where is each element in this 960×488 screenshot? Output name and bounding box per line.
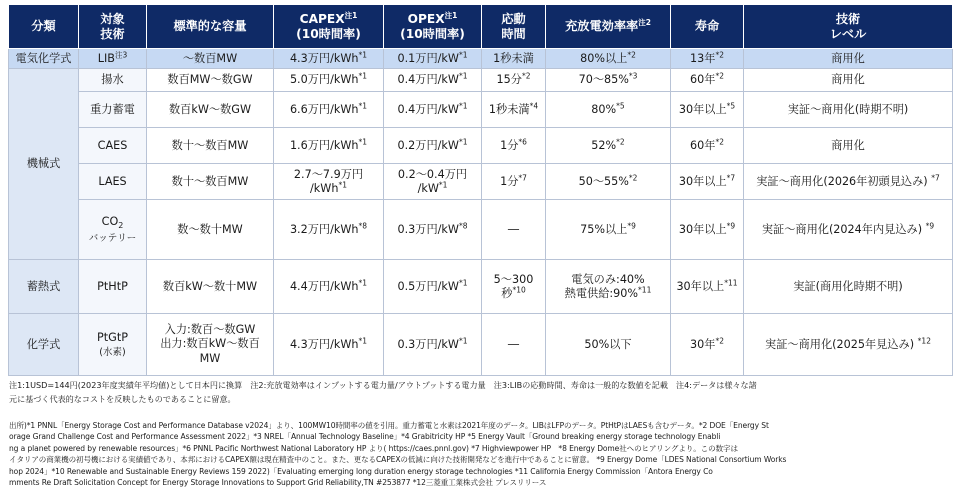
capex-cell: 1.6万円/kWh$^{*1}$ — [274, 128, 384, 164]
tech-cell: CAES — [79, 128, 147, 164]
capacity-cell: 数百kW～数GW — [147, 92, 274, 128]
lifetime-cell: 30年以上$^{*7}$ — [671, 164, 744, 200]
response-cell: ― — [482, 314, 546, 376]
note-line: 注1:1USD=144円(2023年度実績年平均値)として日本円に換算 注2:充放電効率はインプットする電力量/アウトプットする電力量 注3:LIBの応動時間、寿命は一般的な数値を記載 注4:データは様々な諸 — [9, 380, 757, 390]
capex-cell: 6.6万円/kWh$^{*1}$ — [274, 92, 384, 128]
capex-cell: 4.4万円/kWh$^{*1}$ — [274, 260, 384, 314]
lifetime-cell: 60年$^{*2}$ — [671, 69, 744, 92]
header-capacity: 標準的な容量 — [147, 5, 274, 49]
efficiency-cell: 75%以上$^{*9}$ — [546, 200, 671, 260]
lifetime-cell: 30年以上$^{*11}$ — [671, 260, 744, 314]
header-response-time: 応動 時間 — [482, 5, 546, 49]
capex-cell: 4.3万円/kWh$^{*1}$ — [274, 314, 384, 376]
tech-cell: 重力蓄電 — [79, 92, 147, 128]
opex-cell: 0.3万円$/kW^{*8}$ — [384, 200, 482, 260]
table-notes — [9, 378, 953, 406]
efficiency-cell: 52%$^{*2}$ — [546, 128, 671, 164]
response-cell: 1秒未満$^{*4}$ — [482, 92, 546, 128]
response-cell: 5～300 秒$^{*10}$ — [482, 260, 546, 314]
opex-cell: 0.3万円$/kW^{*1}$ — [384, 314, 482, 376]
tech-cell: LIB$^{注3}$ — [79, 49, 147, 69]
lifetime-cell: 30年以上$^{*9}$ — [671, 200, 744, 260]
opex-cell: 0.4万円$/kW^{*1}$ — [384, 92, 482, 128]
header-opex: OPEX$^{注1}$ (10時間率) — [384, 5, 482, 49]
opex-cell: 0.4万円$/kW^{*1}$ — [384, 69, 482, 92]
capacity-cell: 数～数十MW — [147, 200, 274, 260]
table-row-caes — [9, 128, 953, 164]
capex-cell: 5.0万円/kWh$^{*1}$ — [274, 69, 384, 92]
capacity-cell: 入力:数百～数GW 出力:数百kW～数百 MW — [147, 314, 274, 376]
efficiency-cell: 70～85%$^{*3}$ — [546, 69, 671, 92]
table-row-ptgtp — [9, 314, 953, 376]
efficiency-cell: 80%以上$^{*2}$ — [546, 49, 671, 69]
capex-cell: 2.7～7.9万円 /kWh$^{*1}$ — [274, 164, 384, 200]
header-lifetime: 寿命 — [671, 5, 744, 49]
table-row-gravity — [9, 92, 953, 128]
tech-level-cell: 実証～商用化(2024年内見込み) $^{*9}$ — [744, 200, 953, 260]
lifetime-cell: 30年以上$^{*5}$ — [671, 92, 744, 128]
opex-cell: 0.2～0.4万円 $/kW^{*1}$ — [384, 164, 482, 200]
tech-level-cell: 実証(商用化時期不明) — [744, 260, 953, 314]
table-row-co2-battery — [9, 200, 953, 260]
response-cell: ― — [482, 200, 546, 260]
efficiency-cell: 電気のみ:40% 熱電供給:90%$^{*11}$ — [546, 260, 671, 314]
tech-cell: PtGtP (水素) — [79, 314, 147, 376]
efficiency-cell: 80%$^{*5}$ — [546, 92, 671, 128]
capex-cell: 3.2万円/kWh$^{*8}$ — [274, 200, 384, 260]
header-efficiency: 充放電効率率$^{注2}$ — [546, 5, 671, 49]
lifetime-cell: 30年$^{*2}$ — [671, 314, 744, 376]
tech-level-cell: 商用化 — [744, 69, 953, 92]
header-category: 分類 — [9, 5, 79, 49]
response-cell: 1分$^{*6}$ — [482, 128, 546, 164]
table-header-row — [9, 5, 953, 49]
source-line: ng a planet powered by renewable resources」*6 PNNL Pacific Northwest National Laboratory HP より( https://caes.pnnl.gov) *7 Highviewpower HP *8 Energy Dome社へのヒアリングより。この数字は — [9, 443, 738, 453]
lifetime-cell: 13年$^{*2}$ — [671, 49, 744, 69]
header-target-tech: 対象 技術 — [79, 5, 147, 49]
header-capex: CAPEX$^{注1}$ (10時間率) — [274, 5, 384, 49]
tech-cell: 揚水 — [79, 69, 147, 92]
tech-cell: $CO_2$ バッテリー — [79, 200, 147, 260]
opex-cell: 0.5万円$/kW^{*1}$ — [384, 260, 482, 314]
source-line: hop 2024」*10 Renewable and Sustainable Energy Reviews 159 2022)「Evaluating emerging long duration energy storage technologies *11 California Energy Commission「Antora Energy Co — [9, 466, 713, 476]
source-line: mments Re Draft Solicitation Concept for Energy Storage Innovations to Support Grid Reliability,TN #253877 *12三菱重工業株式会社 プレスリリース — [9, 478, 547, 488]
capacity-cell: ～数百MW — [147, 49, 274, 69]
table-row-laes — [9, 164, 953, 200]
efficiency-cell: 50～55%$^{*2}$ — [546, 164, 671, 200]
category-cell-mechanical: 機械式 — [9, 69, 79, 260]
table-row-pumped-hydro — [9, 69, 953, 92]
opex-cell: 0.2万円$/kW^{*1}$ — [384, 128, 482, 164]
efficiency-cell: 50%以下 — [546, 314, 671, 376]
category-cell: 電気化学式 — [9, 49, 79, 69]
tech-level-cell: 実証～商用化(時期不明) — [744, 92, 953, 128]
sources-footnote — [9, 420, 953, 488]
energy-storage-comparison-table — [8, 4, 953, 376]
table-row-pthtp — [9, 260, 953, 314]
capacity-cell: 数百kW～数十MW — [147, 260, 274, 314]
note-line: 元に基づく代表的なコストを反映したものであることに留意。 — [9, 394, 236, 404]
capacity-cell: 数十～数百MW — [147, 164, 274, 200]
response-cell: 15分$^{*2}$ — [482, 69, 546, 92]
category-cell-chemical: 化学式 — [9, 314, 79, 376]
tech-level-cell: 商用化 — [744, 128, 953, 164]
response-cell: 1秒未満 — [482, 49, 546, 69]
tech-level-cell: 実証～商用化(2025年見込み) $^{*12}$ — [744, 314, 953, 376]
source-line: イタリアの商業機の初号機における実績値であり、本邦におけるCAPEX額は現在精査中のこと。また、更なるCAPEXの低減に向けた技術開発などを進行中であることに留意。 *9 Energy Dome「LDES National Consortium Works — [9, 455, 787, 465]
capacity-cell: 数百MW～数GW — [147, 69, 274, 92]
tech-cell: LAES — [79, 164, 147, 200]
tech-level-cell: 商用化 — [744, 49, 953, 69]
capacity-cell: 数十～数百MW — [147, 128, 274, 164]
source-line: orage Grand Challenge Cost and Performance Assessment 2022」*3 NREL「Annual Technology Baseline」*4 Grabitricity HP *5 Energy Vault「Ground breaking energy storage technology Enabli — [9, 432, 721, 442]
opex-cell: 0.1万円$/kW^{*1}$ — [384, 49, 482, 69]
tech-cell: PtHtP — [79, 260, 147, 314]
response-cell: 1分$^{*7}$ — [482, 164, 546, 200]
capex-cell: 4.3万円/kWh$^{*1}$ — [274, 49, 384, 69]
lifetime-cell: 60年$^{*2}$ — [671, 128, 744, 164]
table-row-lib — [9, 49, 953, 69]
tech-level-cell: 実証～商用化(2026年初頭見込み) $^{*7}$ — [744, 164, 953, 200]
header-tech-level: 技術 レベル — [744, 5, 953, 49]
source-line: 出所)*1 PNNL「Energy Storage Cost and Performance Database v2024」より、100MW10時間率の値を引用。重力蓄電と水素は2021年度のデータ。LIBはLFPのデータ。PtHtPはLAESも含むデータ。*2 DOE「Energy St — [9, 421, 769, 430]
category-cell-thermal: 蓄熱式 — [9, 260, 79, 314]
